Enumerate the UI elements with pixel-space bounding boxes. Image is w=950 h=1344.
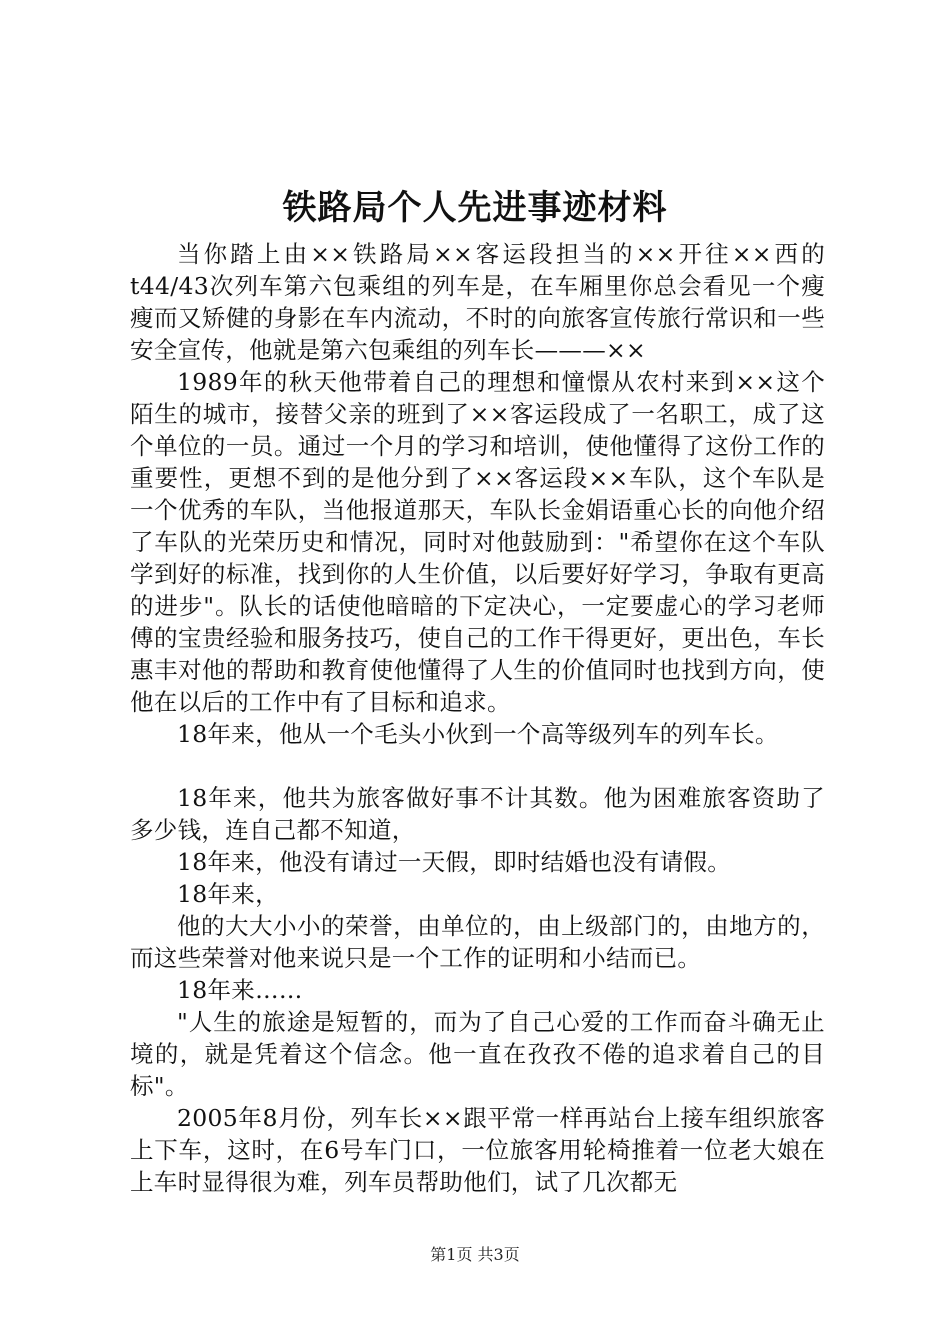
paragraph-5: 18年来，他没有请过一天假，即时结婚也没有请假。 — [177, 848, 732, 876]
paragraph-1: 当你踏上由××铁路局××客运段担当的××开往××西的t44/43次列车第六包乘组的列车是，在车厢里你总会看见一个瘦瘦而又矫健的身影在车内流动，不时的向旅客宣传旅行常识和一些安全宣传，他就是第六包乘组的列车长———×× — [130, 240, 825, 364]
document-body — [130, 238, 825, 1198]
paragraph-8: 18年来…… — [177, 976, 303, 1004]
paragraph-7: 他的大大小小的荣誉，由单位的，由上级部门的，由地方的，而这些荣誉对他来说只是一个工作的证明和小结而已。 — [130, 912, 825, 972]
paragraph-9: "人生的旅途是短暂的，而为了自己心爱的工作而奋斗确无止境的，就是凭着这个信念。他一直在孜孜不倦的追求着自己的目标"。 — [130, 1008, 825, 1100]
paragraph-10: 2005年8月份，列车长××跟平常一样再站台上接车组织旅客上下车，这时，在6号车门口，一位旅客用轮椅推着一位老大娘在上车时显得很为难，列车员帮助他们，试了几次都无 — [130, 1104, 825, 1196]
page-footer: 第1页 共3页 — [430, 1245, 520, 1264]
paragraph-6: 18年来， — [177, 880, 279, 908]
paragraph-3: 18年来，他从一个毛头小伙到一个高等级列车的列车长。 — [177, 720, 779, 748]
paragraph-4: 18年来，他共为旅客做好事不计其数。他为困难旅客资助了多少钱，连自己都不知道， — [130, 784, 825, 844]
paragraph-2: 1989年的秋天他带着自己的理想和憧憬从农村来到××这个陌生的城市，接替父亲的班到了××客运段成了一名职工，成了这个单位的一员。通过一个月的学习和培训，使他懂得了这份工作的重要性，更想不到的是他分到了××客运段××车队，这个车队是一个优秀的车队，当他报道那天，车队长金娟语重心长的向他介绍了车队的光荣历史和情况，同时对他鼓励到："希望你在这个车队学到好的标准，找到你的人生价值，以后要好好学习，争取有更高的进步"。队长的话使他暗暗的下定决心，一定要虚心的学习老师傅的宝贵经验和服务技巧，使自己的工作干得更好，更出色，车长惠丰对他的帮助和教育使他懂得了人生的价值同时也找到方向，使他在以后的工作中有了目标和追求。 — [130, 368, 825, 716]
document-title: 铁路局个人先进事迹材料 — [282, 188, 668, 228]
